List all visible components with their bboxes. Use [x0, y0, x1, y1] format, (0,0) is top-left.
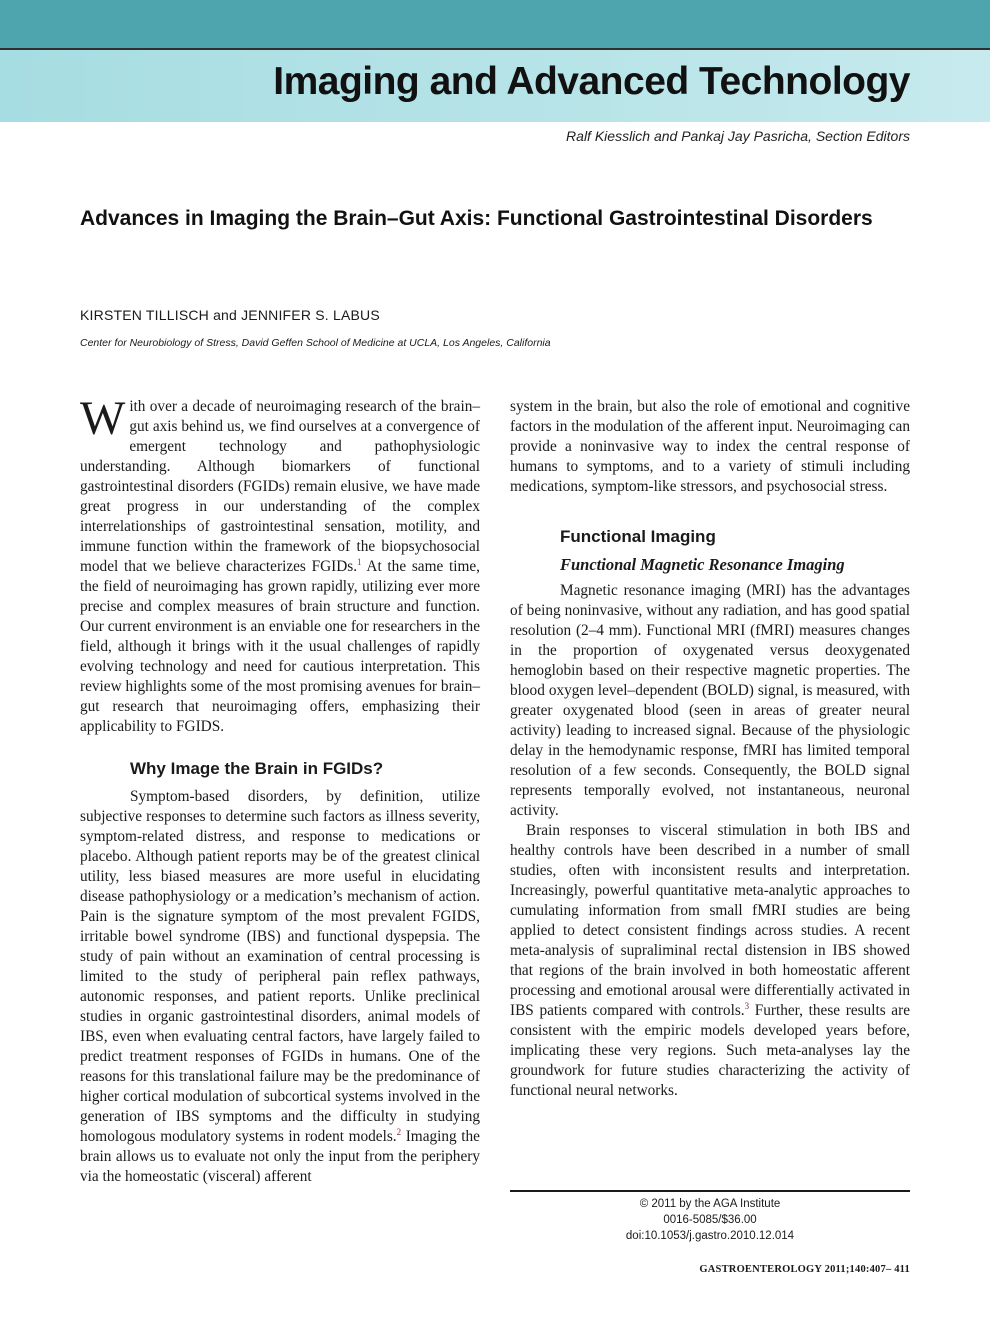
article-title: Advances in Imaging the Brain–Gut Axis: Functional Gastrointestinal Disorders: [80, 207, 873, 230]
why-text-b-start: Imaging the brain allows us to evaluate not only the input from the periphery via the homeostatic (visceral) afferent: [80, 1128, 480, 1185]
journal-citation: GASTROENTEROLOGY 2011;140:407– 411: [699, 1264, 910, 1275]
copyright-footnote: [510, 1196, 910, 1244]
drop-cap: W: [80, 392, 126, 445]
intro-paragraph: [80, 392, 480, 737]
affiliation: Center for Neurobiology of Stress, David Geffen School of Medicine at UCLA, Los Angeles, California: [80, 337, 551, 349]
heading-functional-imaging: Functional Imaging: [560, 527, 716, 546]
reference-1-link[interactable]: 1: [357, 556, 362, 567]
heading-why-image: Why Image the Brain in FGIDs?: [130, 759, 384, 778]
right-column: [510, 397, 910, 1101]
copyright-line: © 2011 by the AGA Institute: [639, 1198, 781, 1210]
header-band-dark: [0, 0, 990, 48]
why-paragraph: [80, 787, 480, 1187]
intro-text-b: At the same time, the field of neuroimaging has grown rapidly, utilizing ever more precise and complex measures of brain structure and function. Our current environment is an enviable one for researchers in the field, although it brings with it the usual challenges of rapidly evolving technology and need for cautious interpretation. This review highlights some of the most promising avenues for brain–gut research that neuroimaging offers, emphasizing their applicability to FGIDS.: [80, 558, 480, 735]
why-paragraph-continued: system in the brain, but also the role of emotional and cognitive factors in the modulation of the afferent input. Neuroimaging can provide a noninvasive way to index the central response of humans to symptoms, and to a variety of stimuli including medications, symptom-like stressors, and psychosocial stress.: [510, 398, 910, 495]
reference-2-link[interactable]: 2: [396, 1126, 402, 1137]
fmri-text-b: Further, these results are consistent with the empiric models developed years before, implicating these very regions. Such meta-analyses lay the groundwork for future studies characterizing the activity of functional neural networks.: [510, 1002, 910, 1099]
fmri-paragraph-2: [510, 821, 910, 1101]
section-title: Imaging and Advanced Technology: [273, 60, 910, 103]
left-column: [80, 392, 480, 1187]
intro-text-a: ith over a decade of neuroimaging research of the brain–gut axis behind us, we find ourselves at a convergence of emergent technology and pathophysiologic understanding. Although biomarkers of functional gastrointestinal disorders (FGIDs) remain elusive, we have made great progress in our understanding of the complex interrelationships of gastrointestinal sensation, motility, and immune function within the framework of the biopsychosocial model that we believe characterizes FGIDs.: [80, 398, 480, 575]
subheading-fmri: Functional Magnetic Resonance Imaging: [560, 555, 845, 574]
authors: KIRSTEN TILLISCH and JENNIFER S. LABUS: [80, 307, 380, 323]
footnote-rule: [510, 1190, 910, 1192]
doi-link[interactable]: doi:10.1053/j.gastro.2010.12.014: [625, 1230, 795, 1242]
section-editors: Ralf Kiesslich and Pankaj Jay Pasricha, Section Editors: [566, 128, 910, 144]
fmri-text-a: Brain responses to visceral stimulation in both IBS and healthy controls have been described in a number of small studies, often with inconsistent results and interpretation. Increasingly, powerful quantitative meta-analytic approaches to cumulating information from small fMRI studies are being applied to detect consistent findings across studies. A recent meta-analysis of supraliminal rectal distension in IBS showed that regions of the brain involved in both homeostatic afferent processing and emotional arousal were differentially activated in IBS patients compared with controls.: [510, 822, 910, 1019]
why-text-a: Symptom-based disorders, by definition, utilize subjective responses to determine such factors as illness severity, symptom-related distress, and response to medications or placebo. Although patient reports may be of the greatest clinical utility, less biased measures are more useful in elucidating disease pathophysiology or a medication’s mechanism of action. Pain is the signature symptom of the most prevalent FGIDS, irritable bowel syndrome (IBS) and functional dyspepsia. The study of pain without an examination of central processing is limited to the study of peripheral pain reflex pathways, autonomic responses, and patient reports. Unlike preclinical studies in organic gastrointestinal disorders, animal models of IBS, even when evaluating central factors, have largely failed to predict treatment responses of FGIDs in humans. One of the reasons for this translational failure may be the predominance of higher cortical modulation of subcortical systems involved in the generation of IBS symptoms and the difficulty in studying homologous modulatory systems in rodent models.: [80, 788, 480, 1145]
fmri-paragraph-1: Magnetic resonance imaging (MRI) has the advantages of being noninvasive, without any radiation, and has good spatial resolution (2–4 mm). Functional MRI (fMRI) measures changes in the proportion of oxygenated versus deoxygenated hemoglobin based on their respective magnetic properties. The blood oxygen level–dependent (BOLD) signal, is measured, with greater oxygenated blood (seen in areas of greater neural activity) leading to increased signal. Because of the physiologic delay in the hemodynamic response, fMRI has limited temporal resolution of a few seconds. Consequently, the BOLD signal represents temporally evolved, not instantaneous, neuronal activity.: [510, 582, 910, 819]
reference-3-link[interactable]: 3: [744, 1000, 750, 1011]
issn-price-line: 0016-5085/$36.00: [663, 1214, 757, 1226]
